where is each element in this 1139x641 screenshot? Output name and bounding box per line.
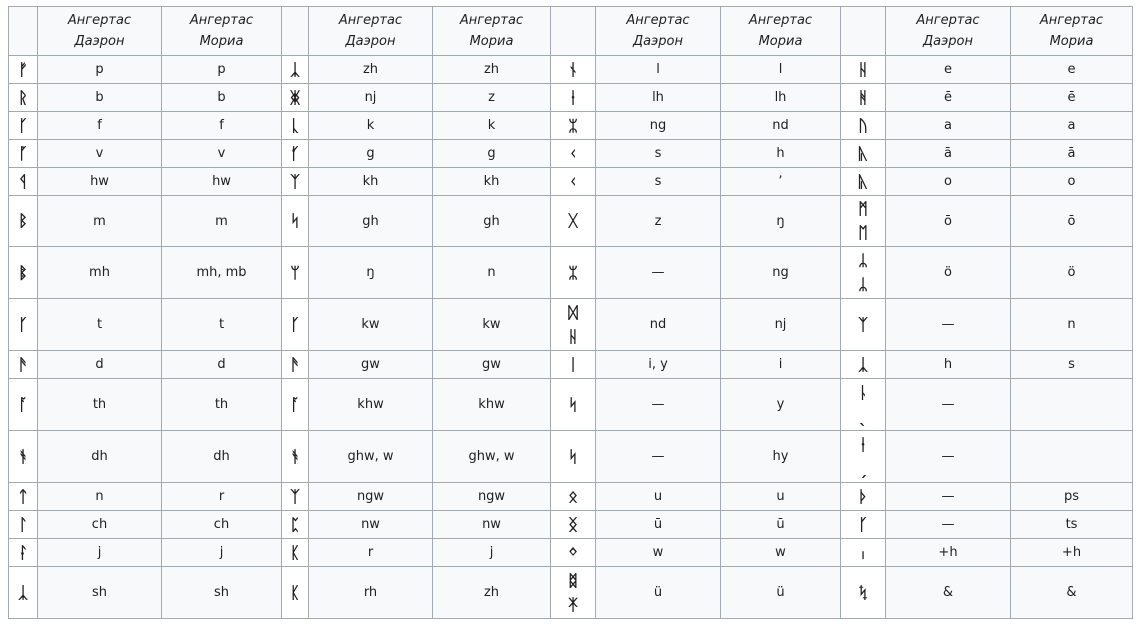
rune-glyph: ᛉ bbox=[841, 299, 886, 351]
daeron-value: k bbox=[309, 112, 433, 140]
rune-glyph-variant: ᚿ bbox=[858, 382, 868, 402]
rune-glyph bbox=[841, 431, 886, 483]
rune-glyph: ᛛ bbox=[9, 539, 38, 567]
moria-value: y bbox=[721, 379, 841, 431]
daeron-value: — bbox=[886, 483, 1011, 511]
rune-glyph: ᛋ bbox=[551, 431, 596, 483]
rune-glyph: ᚪ bbox=[9, 379, 38, 431]
moria-value: u bbox=[721, 483, 841, 511]
table-row bbox=[9, 567, 1133, 619]
column-header-label: Ангертас bbox=[189, 13, 254, 28]
rune-glyph: ᚣ bbox=[841, 168, 886, 196]
rune-glyph: ᚴ bbox=[841, 511, 886, 539]
rune-glyph: ᛩ bbox=[9, 168, 38, 196]
table-row bbox=[9, 56, 1133, 84]
moria-value: kw bbox=[433, 299, 551, 351]
daeron-value: lh bbox=[596, 84, 721, 112]
moria-value: b bbox=[162, 84, 282, 112]
rune-glyph-variant: ᛥ bbox=[568, 570, 578, 590]
moria-value: ü bbox=[721, 567, 841, 619]
moria-value: t bbox=[162, 299, 282, 351]
daeron-value: i, y bbox=[596, 351, 721, 379]
column-header-label: Даэрон bbox=[923, 34, 973, 49]
rune-glyph: ᛋ bbox=[551, 379, 596, 431]
moria-value: nw bbox=[433, 511, 551, 539]
daeron-value: rh bbox=[309, 567, 433, 619]
moria-value: f bbox=[162, 112, 282, 140]
moria-value: ē bbox=[1011, 84, 1133, 112]
moria-value: sh bbox=[162, 567, 282, 619]
moria-value: gw bbox=[433, 351, 551, 379]
rune-glyph-variant: ᛗ bbox=[858, 199, 868, 218]
table-row bbox=[9, 112, 1133, 140]
moria-value: dh bbox=[162, 431, 282, 483]
column-header-label: Ангертас bbox=[1039, 13, 1104, 28]
moria-value: n bbox=[1011, 299, 1133, 351]
rune-glyph: ᚦ bbox=[841, 483, 886, 511]
rune-glyph: ᛚ bbox=[9, 511, 38, 539]
column-header-label: Даэрон bbox=[633, 34, 683, 49]
daeron-value: m bbox=[38, 196, 162, 247]
column-header-label: Мориа bbox=[199, 34, 244, 49]
rune-glyph: ᛯ bbox=[551, 247, 596, 299]
daeron-value: gw bbox=[309, 351, 433, 379]
daeron-value: +h bbox=[886, 539, 1011, 567]
header-rune-cell bbox=[551, 7, 596, 56]
moria-value: a bbox=[1011, 112, 1133, 140]
daeron-value: ü bbox=[596, 567, 721, 619]
daeron-value: o bbox=[886, 168, 1011, 196]
moria-value: mh, mb bbox=[162, 247, 282, 299]
daeron-value: s bbox=[596, 140, 721, 168]
header-row bbox=[9, 7, 1133, 56]
rune-glyph-variant: ᛖ bbox=[858, 223, 868, 242]
daeron-value: z bbox=[596, 196, 721, 247]
column-header-label: Ангертас bbox=[916, 13, 980, 28]
rune-glyph: ᛝ bbox=[551, 511, 596, 539]
moria-value: zh bbox=[433, 567, 551, 619]
rune-glyph: ᛜ bbox=[551, 539, 596, 567]
moria-value: p bbox=[162, 56, 282, 84]
table-row bbox=[9, 196, 1133, 247]
column-header-label: Даэрон bbox=[74, 34, 125, 49]
daeron-value: ŋ bbox=[309, 247, 433, 299]
rune-glyph-variant: ᛦ bbox=[858, 250, 868, 270]
rune-glyph-variant: ˎ bbox=[859, 406, 867, 426]
rune-glyph-variant: ᚺ bbox=[568, 326, 578, 346]
rune-glyph: ᚢ bbox=[841, 112, 886, 140]
table-row bbox=[9, 299, 1133, 351]
rune-glyph: ᚵ bbox=[9, 140, 38, 168]
table-row bbox=[9, 483, 1133, 511]
column-header-label: Ангертас bbox=[67, 13, 132, 28]
moria-value: nj bbox=[721, 299, 841, 351]
moria-value: ts bbox=[1011, 511, 1133, 539]
moria-value: nd bbox=[721, 112, 841, 140]
daeron-value: ö bbox=[886, 247, 1011, 299]
rune-glyph: ᛣ bbox=[282, 56, 309, 84]
rune-glyph: ᚫ bbox=[9, 351, 38, 379]
column-header bbox=[886, 7, 1011, 56]
column-header bbox=[1011, 7, 1133, 56]
rune-glyph: ᚪ bbox=[282, 379, 309, 431]
moria-value: khw bbox=[433, 379, 551, 431]
daeron-value: l bbox=[596, 56, 721, 84]
column-header bbox=[721, 7, 841, 56]
daeron-value: ō bbox=[886, 196, 1011, 247]
rune-glyph: ᛣ bbox=[841, 351, 886, 379]
rune-glyph: ᛏ bbox=[9, 483, 38, 511]
column-header-label: Ангертас bbox=[459, 13, 524, 28]
daeron-value: th bbox=[38, 379, 162, 431]
rune-glyph: ᛪ bbox=[841, 567, 886, 619]
daeron-value: — bbox=[596, 247, 721, 299]
column-header-label: Ангертас bbox=[626, 13, 690, 28]
column-header bbox=[162, 7, 282, 56]
daeron-value: g bbox=[309, 140, 433, 168]
rune-glyph: ᛕ bbox=[282, 539, 309, 567]
daeron-value: r bbox=[309, 539, 433, 567]
rune-glyph: ᛤ bbox=[282, 84, 309, 112]
moria-value: z bbox=[433, 84, 551, 112]
daeron-value: p bbox=[38, 56, 162, 84]
column-header bbox=[309, 7, 433, 56]
daeron-value: h bbox=[886, 351, 1011, 379]
rune-glyph bbox=[551, 299, 596, 351]
moria-value: e bbox=[1011, 56, 1133, 84]
daeron-value: ē bbox=[886, 84, 1011, 112]
daeron-value: j bbox=[38, 539, 162, 567]
moria-value: ghw, w bbox=[433, 431, 551, 483]
moria-value: ng bbox=[721, 247, 841, 299]
rune-glyph-variant: ᛞ bbox=[568, 302, 578, 322]
daeron-value: kh bbox=[309, 168, 433, 196]
rune-glyph-variant: ˏ bbox=[859, 458, 867, 478]
daeron-value: mh bbox=[38, 247, 162, 299]
daeron-value: sh bbox=[38, 567, 162, 619]
rune-glyph: ᛁ bbox=[551, 351, 596, 379]
daeron-value: s bbox=[596, 168, 721, 196]
rune-glyph: ᚬ bbox=[9, 431, 38, 483]
rune-glyph: ᚳ bbox=[282, 112, 309, 140]
column-header-label: Мориа bbox=[1049, 34, 1094, 49]
rune-glyph bbox=[551, 567, 596, 619]
daeron-value: f bbox=[38, 112, 162, 140]
moria-value: +h bbox=[1011, 539, 1133, 567]
moria-value: s bbox=[1011, 351, 1133, 379]
daeron-value: — bbox=[886, 431, 1011, 483]
moria-value: hw bbox=[162, 168, 282, 196]
moria-value: l bbox=[721, 56, 841, 84]
moria-value: ps bbox=[1011, 483, 1133, 511]
daeron-value: ch bbox=[38, 511, 162, 539]
rune-glyph: ᚾ bbox=[551, 56, 596, 84]
moria-value: g bbox=[433, 140, 551, 168]
daeron-value: t bbox=[38, 299, 162, 351]
moria-value: ngw bbox=[433, 483, 551, 511]
moria-value: lh bbox=[721, 84, 841, 112]
rune-glyph: ᛘ bbox=[282, 247, 309, 299]
rune-glyph bbox=[841, 247, 886, 299]
moria-value: ŋ bbox=[721, 196, 841, 247]
cirth-table bbox=[8, 6, 1133, 619]
daeron-value: w bbox=[596, 539, 721, 567]
column-header-label: Даэрон bbox=[345, 34, 396, 49]
daeron-value: v bbox=[38, 140, 162, 168]
rune-glyph: ᚱ bbox=[9, 84, 38, 112]
moria-value: i bbox=[721, 351, 841, 379]
moria-value bbox=[1011, 379, 1133, 431]
moria-value bbox=[1011, 431, 1133, 483]
moria-value: gh bbox=[433, 196, 551, 247]
table-row bbox=[9, 140, 1133, 168]
daeron-value: — bbox=[886, 511, 1011, 539]
daeron-value: b bbox=[38, 84, 162, 112]
table-row bbox=[9, 511, 1133, 539]
rune-glyph: ᛂ bbox=[551, 84, 596, 112]
moria-value: ʼ bbox=[721, 168, 841, 196]
moria-value: d bbox=[162, 351, 282, 379]
rune-glyph bbox=[841, 379, 886, 431]
daeron-value: hw bbox=[38, 168, 162, 196]
daeron-value: — bbox=[886, 299, 1011, 351]
moria-value: th bbox=[162, 379, 282, 431]
daeron-value: kw bbox=[309, 299, 433, 351]
rune-glyph: ᚬ bbox=[282, 431, 309, 483]
moria-value: n bbox=[433, 247, 551, 299]
table-row bbox=[9, 539, 1133, 567]
rune-glyph: ᚴ bbox=[9, 299, 38, 351]
rune-glyph: ᛉ bbox=[282, 483, 309, 511]
moria-value: ā bbox=[1011, 140, 1133, 168]
daeron-value: khw bbox=[309, 379, 433, 431]
moria-value: w bbox=[721, 539, 841, 567]
rune-glyph bbox=[841, 196, 886, 247]
rune-glyph: ᛔ bbox=[9, 247, 38, 299]
daeron-value: nj bbox=[309, 84, 433, 112]
rune-glyph: ᚲ bbox=[551, 168, 596, 196]
column-header bbox=[433, 7, 551, 56]
rune-glyph-variant: ᛂ bbox=[858, 434, 868, 454]
moria-value: h bbox=[721, 140, 841, 168]
rune-glyph: ᛒ bbox=[9, 196, 38, 247]
table-row bbox=[9, 84, 1133, 112]
table-row bbox=[9, 379, 1133, 431]
moria-value: o bbox=[1011, 168, 1133, 196]
rune-glyph: ᛈ bbox=[282, 511, 309, 539]
header-rune-cell bbox=[282, 7, 309, 56]
moria-value: j bbox=[433, 539, 551, 567]
rune-glyph: ᚫ bbox=[282, 351, 309, 379]
header-rune-cell bbox=[841, 7, 886, 56]
daeron-value: nd bbox=[596, 299, 721, 351]
moria-value: & bbox=[1011, 567, 1133, 619]
rune-glyph: ᛟ bbox=[551, 483, 596, 511]
daeron-value: zh bbox=[309, 56, 433, 84]
rune-glyph: ᚻ bbox=[841, 84, 886, 112]
daeron-value: ng bbox=[596, 112, 721, 140]
rune-glyph-variant: ᛦ bbox=[858, 274, 868, 294]
rune-glyph: ᛣ bbox=[9, 567, 38, 619]
daeron-value: ngw bbox=[309, 483, 433, 511]
column-header-label: Мориа bbox=[469, 34, 514, 49]
moria-value: ō bbox=[1011, 196, 1133, 247]
rune-glyph: ᛋ bbox=[282, 196, 309, 247]
table-row bbox=[9, 168, 1133, 196]
rune-glyph-variant: ᛡ bbox=[568, 594, 578, 614]
daeron-value: ū bbox=[596, 511, 721, 539]
daeron-value: — bbox=[596, 379, 721, 431]
column-header-label: Мориа bbox=[758, 34, 803, 49]
rune-glyph: ᚺ bbox=[841, 56, 886, 84]
table-row bbox=[9, 247, 1133, 299]
daeron-value: — bbox=[596, 431, 721, 483]
daeron-value: ā bbox=[886, 140, 1011, 168]
moria-value: v bbox=[162, 140, 282, 168]
moria-value: k bbox=[433, 112, 551, 140]
daeron-value: & bbox=[886, 567, 1011, 619]
column-header bbox=[596, 7, 721, 56]
rune-glyph: ᚴ bbox=[9, 112, 38, 140]
daeron-value: a bbox=[886, 112, 1011, 140]
daeron-value: u bbox=[596, 483, 721, 511]
rune-glyph: ᛕ bbox=[282, 567, 309, 619]
moria-value: m bbox=[162, 196, 282, 247]
rune-glyph: ᚷ bbox=[551, 196, 596, 247]
rune-glyph: ᛉ bbox=[282, 168, 309, 196]
moria-value: ū bbox=[721, 511, 841, 539]
rune-glyph: ᚣ bbox=[841, 140, 886, 168]
daeron-value: gh bbox=[309, 196, 433, 247]
column-header bbox=[38, 7, 162, 56]
header-rune-cell bbox=[9, 7, 38, 56]
moria-value: hy bbox=[721, 431, 841, 483]
daeron-value: n bbox=[38, 483, 162, 511]
rune-glyph: ᚶ bbox=[282, 140, 309, 168]
rune-glyph: ᚠ bbox=[9, 56, 38, 84]
table-row bbox=[9, 431, 1133, 483]
moria-value: kh bbox=[433, 168, 551, 196]
column-header-label: Ангертас bbox=[748, 13, 813, 28]
daeron-value: e bbox=[886, 56, 1011, 84]
daeron-value: nw bbox=[309, 511, 433, 539]
daeron-value: — bbox=[886, 379, 1011, 431]
rune-glyph: ᛧ bbox=[841, 539, 886, 567]
rune-glyph: ᛯ bbox=[551, 112, 596, 140]
daeron-value: ghw, w bbox=[309, 431, 433, 483]
moria-value: j bbox=[162, 539, 282, 567]
rune-glyph: ᚲ bbox=[551, 140, 596, 168]
column-header-label: Ангертас bbox=[338, 13, 403, 28]
daeron-value: dh bbox=[38, 431, 162, 483]
moria-value: ö bbox=[1011, 247, 1133, 299]
daeron-value: d bbox=[38, 351, 162, 379]
rune-glyph: ᚴ bbox=[282, 299, 309, 351]
moria-value: ch bbox=[162, 511, 282, 539]
moria-value: zh bbox=[433, 56, 551, 84]
table-row bbox=[9, 351, 1133, 379]
moria-value: r bbox=[162, 483, 282, 511]
